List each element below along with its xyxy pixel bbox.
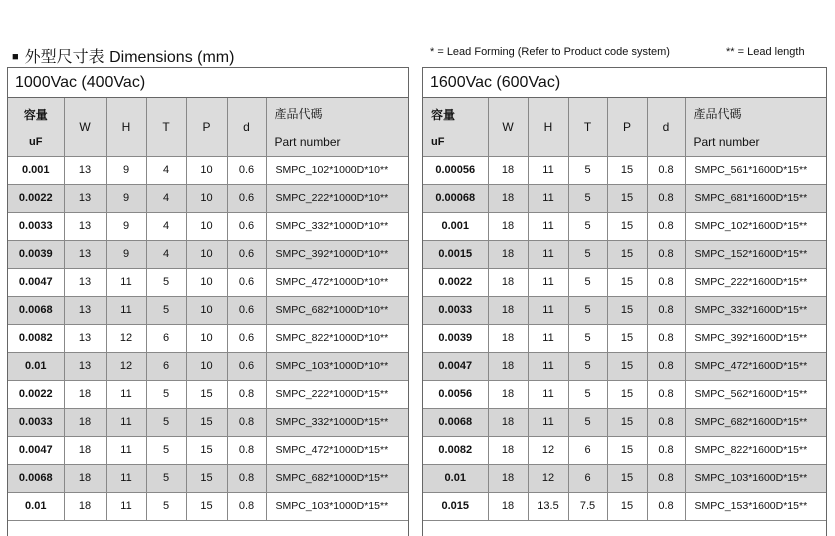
cell-part-number: SMPC_103*1600D*15** — [685, 464, 826, 492]
cell-h: 12 — [528, 464, 568, 492]
cell-t: 5 — [568, 184, 607, 212]
column-header-part-number — [685, 98, 826, 156]
part-number-label-en: Part number — [693, 134, 760, 149]
cell-part-number: SMPC_472*1000D*15** — [266, 436, 408, 464]
cell-d: 0.8 — [647, 352, 685, 380]
table-row — [423, 156, 826, 184]
table-row — [423, 296, 826, 324]
table-row — [8, 212, 408, 240]
cell-t: 6 — [568, 464, 607, 492]
cell-t: 4 — [146, 212, 186, 240]
cell-part-number: SMPC_392*1600D*15** — [685, 324, 826, 352]
capacitance-label: 容量 — [431, 107, 456, 122]
cell-d: 0.8 — [227, 380, 266, 408]
cell-p: 15 — [607, 464, 647, 492]
lead-forming-note: * = Lead Forming (Refer to Product code system) — [430, 46, 670, 58]
cell-part-number: SMPC_562*1600D*15** — [685, 380, 826, 408]
cell-part-number: SMPC_472*1000D*10** — [266, 268, 408, 296]
cell-part-number: SMPC_682*1600D*15** — [685, 408, 826, 436]
cell-w: 18 — [488, 296, 528, 324]
table-title-1600vac: 1600Vac (600Vac) — [423, 68, 826, 98]
cell-t: 5 — [146, 436, 186, 464]
column-header-h: H — [106, 98, 146, 156]
table-row — [8, 184, 408, 212]
cell-capacitance: 0.01 — [423, 464, 488, 492]
cell-capacitance: 0.0039 — [423, 324, 488, 352]
cell-d: 0.6 — [227, 268, 266, 296]
cell-capacitance: 0.0039 — [8, 240, 64, 268]
cell-h: 12 — [106, 324, 146, 352]
cell-d: 0.8 — [227, 436, 266, 464]
cell-h: 11 — [528, 380, 568, 408]
cell-part-number: SMPC_102*1000D*10** — [266, 156, 408, 184]
cell-capacitance: 0.00068 — [423, 184, 488, 212]
cell-t: 5 — [568, 240, 607, 268]
cell-p: 15 — [607, 184, 647, 212]
cell-p: 10 — [186, 156, 227, 184]
lead-length-note: ** = Lead length — [726, 46, 805, 58]
part-number-label-zh: 產品代碼 — [274, 107, 323, 121]
cell-t: 5 — [146, 380, 186, 408]
cell-p: 10 — [186, 296, 227, 324]
cell-w: 18 — [64, 492, 106, 520]
column-header-d: d — [647, 98, 685, 156]
table-row — [8, 492, 408, 520]
table-row — [8, 156, 408, 184]
table-header-row — [8, 98, 408, 156]
cell-d: 0.6 — [227, 240, 266, 268]
cell-d: 0.8 — [647, 240, 685, 268]
cell-w: 18 — [64, 464, 106, 492]
table-row — [423, 380, 826, 408]
table-header-row — [423, 98, 826, 156]
cell-part-number: SMPC_332*1000D*15** — [266, 408, 408, 436]
table-row — [423, 324, 826, 352]
cell-p: 10 — [186, 240, 227, 268]
table-row — [8, 464, 408, 492]
cell-t: 5 — [146, 464, 186, 492]
cell-w: 18 — [488, 156, 528, 184]
cell-w: 18 — [488, 352, 528, 380]
cell-h: 12 — [528, 436, 568, 464]
cell-w: 13 — [64, 240, 106, 268]
cell-t: 5 — [568, 324, 607, 352]
cell-p: 15 — [607, 156, 647, 184]
table-row — [423, 184, 826, 212]
cell-h: 11 — [528, 408, 568, 436]
table-row — [8, 352, 408, 380]
cell-capacitance: 0.0047 — [423, 352, 488, 380]
cell-w: 18 — [64, 436, 106, 464]
cell-d: 0.6 — [227, 212, 266, 240]
cell-d: 0.8 — [647, 492, 685, 520]
cell-p: 15 — [607, 212, 647, 240]
cell-h: 11 — [106, 268, 146, 296]
cell-h: 12 — [106, 352, 146, 380]
cell-d: 0.8 — [227, 408, 266, 436]
cell-p: 15 — [607, 492, 647, 520]
cell-d: 0.6 — [227, 296, 266, 324]
cell-w: 18 — [488, 184, 528, 212]
cell-w: 13 — [64, 352, 106, 380]
cell-t: 5 — [146, 268, 186, 296]
column-header-capacitance — [8, 98, 64, 156]
cell-w: 18 — [64, 380, 106, 408]
dimension-table-1000vac — [8, 98, 408, 521]
cell-t: 5 — [568, 156, 607, 184]
cell-w: 18 — [488, 436, 528, 464]
cell-d: 0.6 — [227, 156, 266, 184]
cell-part-number: SMPC_822*1600D*15** — [685, 436, 826, 464]
cell-p: 10 — [186, 268, 227, 296]
cell-w: 18 — [488, 268, 528, 296]
cell-h: 11 — [106, 380, 146, 408]
cell-h: 11 — [528, 324, 568, 352]
cell-p: 10 — [186, 212, 227, 240]
table-row — [8, 268, 408, 296]
cell-t: 5 — [568, 352, 607, 380]
cell-capacitance: 0.0082 — [8, 324, 64, 352]
cell-d: 0.8 — [647, 212, 685, 240]
cell-t: 4 — [146, 184, 186, 212]
column-header-d: d — [227, 98, 266, 156]
cell-p: 15 — [607, 240, 647, 268]
cell-w: 18 — [488, 408, 528, 436]
cell-capacitance: 0.0068 — [8, 296, 64, 324]
cell-capacitance: 0.0068 — [8, 464, 64, 492]
column-header-h: H — [528, 98, 568, 156]
table-row — [8, 296, 408, 324]
square-bullet-icon: ■ — [12, 51, 19, 63]
cell-p: 10 — [186, 324, 227, 352]
column-header-p: P — [186, 98, 227, 156]
cell-h: 11 — [528, 212, 568, 240]
cell-w: 13 — [64, 212, 106, 240]
cell-d: 0.8 — [227, 464, 266, 492]
cell-d: 0.8 — [647, 156, 685, 184]
cell-d: 0.6 — [227, 352, 266, 380]
cell-w: 18 — [488, 464, 528, 492]
cell-d: 0.8 — [647, 464, 685, 492]
cell-d: 0.6 — [227, 184, 266, 212]
cell-t: 5 — [146, 296, 186, 324]
cell-p: 10 — [186, 184, 227, 212]
cell-h: 11 — [106, 492, 146, 520]
cell-part-number: SMPC_682*1000D*15** — [266, 464, 408, 492]
cell-p: 15 — [607, 408, 647, 436]
cell-w: 13 — [64, 324, 106, 352]
cell-h: 9 — [106, 156, 146, 184]
cell-capacitance: 0.0033 — [8, 212, 64, 240]
cell-d: 0.8 — [647, 324, 685, 352]
table-row — [8, 240, 408, 268]
table-row — [8, 436, 408, 464]
cell-h: 11 — [106, 464, 146, 492]
table-panel-1000vac — [7, 67, 409, 536]
cell-t: 5 — [568, 408, 607, 436]
cell-w: 13 — [64, 268, 106, 296]
cell-capacitance: 0.00056 — [423, 156, 488, 184]
cell-d: 0.8 — [647, 380, 685, 408]
cell-d: 0.8 — [647, 184, 685, 212]
cell-d: 0.8 — [227, 492, 266, 520]
cell-h: 11 — [528, 184, 568, 212]
cell-h: 11 — [528, 156, 568, 184]
table-row — [423, 464, 826, 492]
cell-part-number: SMPC_102*1600D*15** — [685, 212, 826, 240]
page-title-text: 外型尺寸表 Dimensions (mm) — [24, 49, 235, 66]
cell-w: 18 — [488, 492, 528, 520]
cell-capacitance: 0.001 — [423, 212, 488, 240]
cell-t: 4 — [146, 240, 186, 268]
cell-h: 11 — [528, 296, 568, 324]
cell-p: 10 — [186, 352, 227, 380]
cell-h: 9 — [106, 240, 146, 268]
table-panel-1600vac — [422, 67, 827, 536]
cell-p: 15 — [186, 492, 227, 520]
cell-h: 11 — [106, 296, 146, 324]
cell-part-number: SMPC_103*1000D*15** — [266, 492, 408, 520]
cell-t: 5 — [568, 212, 607, 240]
cell-part-number: SMPC_332*1000D*10** — [266, 212, 408, 240]
cell-capacitance: 0.01 — [8, 352, 64, 380]
cell-part-number: SMPC_222*1600D*15** — [685, 268, 826, 296]
table-row — [423, 492, 826, 520]
table-row — [423, 240, 826, 268]
cell-capacitance: 0.0047 — [8, 268, 64, 296]
page-title — [12, 44, 234, 67]
cell-d: 0.8 — [647, 296, 685, 324]
column-header-p: P — [607, 98, 647, 156]
column-header-w: W — [488, 98, 528, 156]
cell-part-number: SMPC_222*1000D*10** — [266, 184, 408, 212]
page-header — [0, 0, 835, 66]
cell-capacitance: 0.015 — [423, 492, 488, 520]
column-header-capacitance — [423, 98, 488, 156]
cell-p: 15 — [186, 436, 227, 464]
cell-h: 11 — [106, 408, 146, 436]
column-header-t: T — [146, 98, 186, 156]
cell-capacitance: 0.0015 — [423, 240, 488, 268]
column-header-w: W — [64, 98, 106, 156]
cell-capacitance: 0.0022 — [8, 184, 64, 212]
cell-p: 15 — [607, 296, 647, 324]
cell-w: 13 — [64, 296, 106, 324]
cell-w: 18 — [64, 408, 106, 436]
cell-h: 11 — [528, 268, 568, 296]
cell-t: 5 — [146, 408, 186, 436]
part-number-label-zh: 產品代碼 — [693, 107, 742, 121]
cell-part-number: SMPC_822*1000D*10** — [266, 324, 408, 352]
cell-d: 0.6 — [227, 324, 266, 352]
cell-t: 5 — [568, 380, 607, 408]
cell-t: 6 — [146, 352, 186, 380]
cell-part-number: SMPC_682*1000D*10** — [266, 296, 408, 324]
cell-capacitance: 0.0047 — [8, 436, 64, 464]
table-row — [423, 268, 826, 296]
capacitance-label: 容量 — [23, 107, 48, 122]
cell-w: 18 — [488, 380, 528, 408]
cell-part-number: SMPC_472*1600D*15** — [685, 352, 826, 380]
cell-h: 9 — [106, 212, 146, 240]
column-header-part-number — [266, 98, 408, 156]
cell-part-number: SMPC_681*1600D*15** — [685, 184, 826, 212]
part-number-label-en: Part number — [274, 134, 341, 149]
cell-w: 18 — [488, 212, 528, 240]
cell-h: 9 — [106, 184, 146, 212]
cell-p: 15 — [186, 408, 227, 436]
capacitance-unit: uF — [29, 136, 43, 148]
cell-t: 7.5 — [568, 492, 607, 520]
cell-d: 0.8 — [647, 408, 685, 436]
cell-capacitance: 0.0022 — [423, 268, 488, 296]
cell-part-number: SMPC_561*1600D*15** — [685, 156, 826, 184]
cell-capacitance: 0.001 — [8, 156, 64, 184]
table-row — [8, 324, 408, 352]
cell-capacitance: 0.0033 — [423, 296, 488, 324]
cell-d: 0.8 — [647, 436, 685, 464]
table-row — [423, 436, 826, 464]
cell-p: 15 — [607, 324, 647, 352]
column-header-t: T — [568, 98, 607, 156]
cell-t: 5 — [568, 268, 607, 296]
cell-part-number: SMPC_103*1000D*10** — [266, 352, 408, 380]
cell-p: 15 — [607, 380, 647, 408]
cell-h: 11 — [528, 352, 568, 380]
cell-capacitance: 0.0056 — [423, 380, 488, 408]
table-row — [423, 212, 826, 240]
cell-p: 15 — [186, 464, 227, 492]
cell-w: 18 — [488, 240, 528, 268]
cell-capacitance: 0.0068 — [423, 408, 488, 436]
table-row — [423, 352, 826, 380]
cell-p: 15 — [607, 436, 647, 464]
cell-p: 15 — [186, 380, 227, 408]
cell-part-number: SMPC_153*1600D*15** — [685, 492, 826, 520]
cell-p: 15 — [607, 352, 647, 380]
cell-t: 4 — [146, 156, 186, 184]
cell-part-number: SMPC_332*1600D*15** — [685, 296, 826, 324]
cell-d: 0.8 — [647, 268, 685, 296]
cell-h: 11 — [106, 436, 146, 464]
cell-t: 6 — [568, 436, 607, 464]
cell-capacitance: 0.0033 — [8, 408, 64, 436]
cell-part-number: SMPC_152*1600D*15** — [685, 240, 826, 268]
capacitance-unit: uF — [431, 136, 445, 148]
cell-t: 5 — [146, 492, 186, 520]
table-title-1000vac: 1000Vac (400Vac) — [8, 68, 408, 98]
cell-w: 13 — [64, 184, 106, 212]
dimension-table-1600vac — [423, 98, 826, 521]
cell-capacitance: 0.01 — [8, 492, 64, 520]
table-row — [8, 380, 408, 408]
cell-p: 15 — [607, 268, 647, 296]
cell-w: 13 — [64, 156, 106, 184]
cell-part-number: SMPC_392*1000D*10** — [266, 240, 408, 268]
table-row — [8, 408, 408, 436]
table-row — [423, 408, 826, 436]
cell-h: 13.5 — [528, 492, 568, 520]
cell-capacitance: 0.0022 — [8, 380, 64, 408]
cell-capacitance: 0.0082 — [423, 436, 488, 464]
cell-t: 6 — [146, 324, 186, 352]
cell-t: 5 — [568, 296, 607, 324]
cell-h: 11 — [528, 240, 568, 268]
cell-w: 18 — [488, 324, 528, 352]
cell-part-number: SMPC_222*1000D*15** — [266, 380, 408, 408]
